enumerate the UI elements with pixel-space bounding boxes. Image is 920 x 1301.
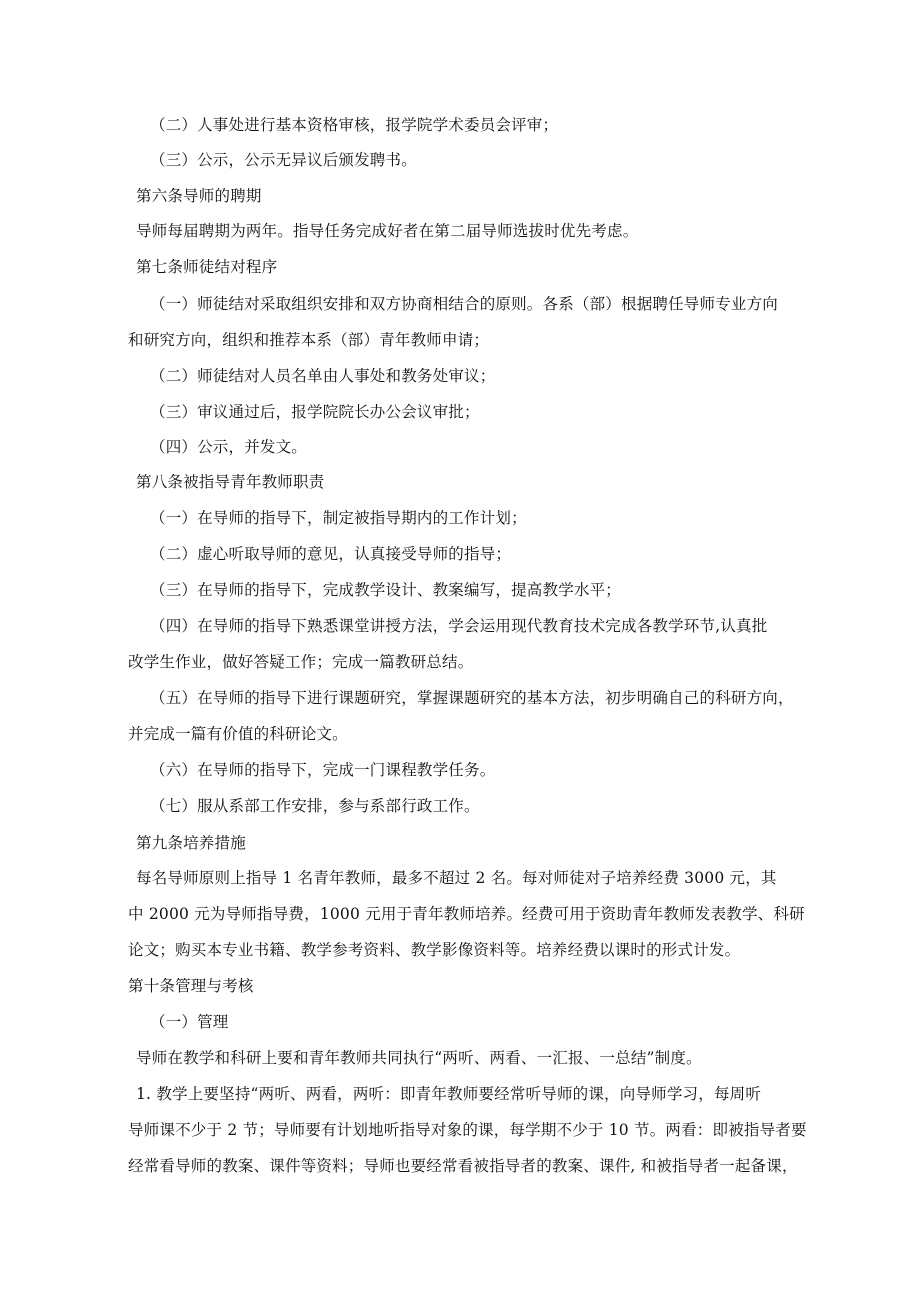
- paragraph-line: 每名导师原则上指导 1 名青年教师，最多不超过 2 名。每对师徒对子培养经费 3000 元，其: [136, 869, 777, 887]
- paragraph-line: （一）在导师的指导下，制定被指导期内的工作计划；: [150, 509, 527, 527]
- paragraph-line: 导师每届聘期为两年。指导任务完成好者在第二届导师选拔时优先考虑。: [136, 222, 639, 240]
- paragraph-line: 论文；购买本专业书籍、教学参考资料、教学影像资料等。培养经费以课时的形式计发。: [128, 941, 741, 959]
- paragraph-line: 和研究方向，组织和推荐本系（部）青年教师申请；: [128, 331, 490, 349]
- section-heading: 第七条师徒结对程序: [136, 258, 278, 276]
- section-heading: 第九条培养措施: [136, 834, 246, 852]
- paragraph-line: （三）在导师的指导下，完成教学设计、教案编写，提高教学水平；: [150, 581, 622, 599]
- paragraph-line: （四）在导师的指导下熟悉课堂讲授方法，学会运用现代教育技术完成各教学环节,认真批: [150, 617, 768, 635]
- paragraph-line: （三）审议通过后，报学院院长办公会议审批；: [150, 403, 480, 421]
- paragraph-line: 导师课不少于 2 节；导师要有计划地听指导对象的课，每学期不少于 10 节。两看：即被指导者要: [128, 1121, 807, 1139]
- paragraph-line: （二）虚心听取导师的意见，认真接受导师的指导；: [150, 545, 512, 563]
- paragraph-line: 并完成一篇有价值的科研论文。: [128, 725, 348, 743]
- section-heading: 第六条导师的聘期: [136, 187, 262, 205]
- paragraph-line: 中 2000 元为导师指导费，1000 元用于青年教师培养。经费可用于资助青年教师发表教学、科研: [128, 905, 805, 923]
- paragraph-line: （六）在导师的指导下，完成一门课程教学任务。: [150, 761, 496, 779]
- subsection-heading: （一）管理: [150, 1013, 229, 1031]
- paragraph-line: （二）人事处进行基本资格审核，报学院学术委员会评审；: [150, 116, 559, 134]
- paragraph-line: 改学生作业，做好答疑工作；完成一篇教研总结。: [128, 653, 474, 671]
- paragraph-line: （三）公示，公示无异议后颁发聘书。: [150, 151, 417, 169]
- paragraph-line: （一）师徒结对采取组织安排和双方协商相结合的原则。各系（部）根据聘任导师专业方向: [150, 295, 779, 313]
- paragraph-line: 经常看导师的教案、课件等资料；导师也要经常看被指导者的教案、课件, 和被指导者一起备课，: [128, 1157, 798, 1175]
- paragraph-line: （五）在导师的指导下进行课题研究，掌握课题研究的基本方法，初步明确自己的科研方向，: [150, 689, 794, 707]
- paragraph-line: （四）公示，并发文。: [150, 438, 308, 456]
- section-heading: 第十条管理与考核: [128, 977, 254, 995]
- paragraph-line: （二）师徒结对人员名单由人事处和教务处审议；: [150, 367, 496, 385]
- paragraph-line: 导师在教学和科研上要和青年教师共同执行“两听、两看、一汇报、一总结”制度。: [136, 1049, 702, 1067]
- section-heading: 第八条被指导青年教师职责: [136, 473, 325, 491]
- paragraph-line: 1. 教学上要坚持“两听、两看，两听：即青年教师要经常听导师的课，向导师学习，每周听: [136, 1085, 762, 1103]
- paragraph-line: （七）服从系部工作安排，参与系部行政工作。: [150, 797, 480, 815]
